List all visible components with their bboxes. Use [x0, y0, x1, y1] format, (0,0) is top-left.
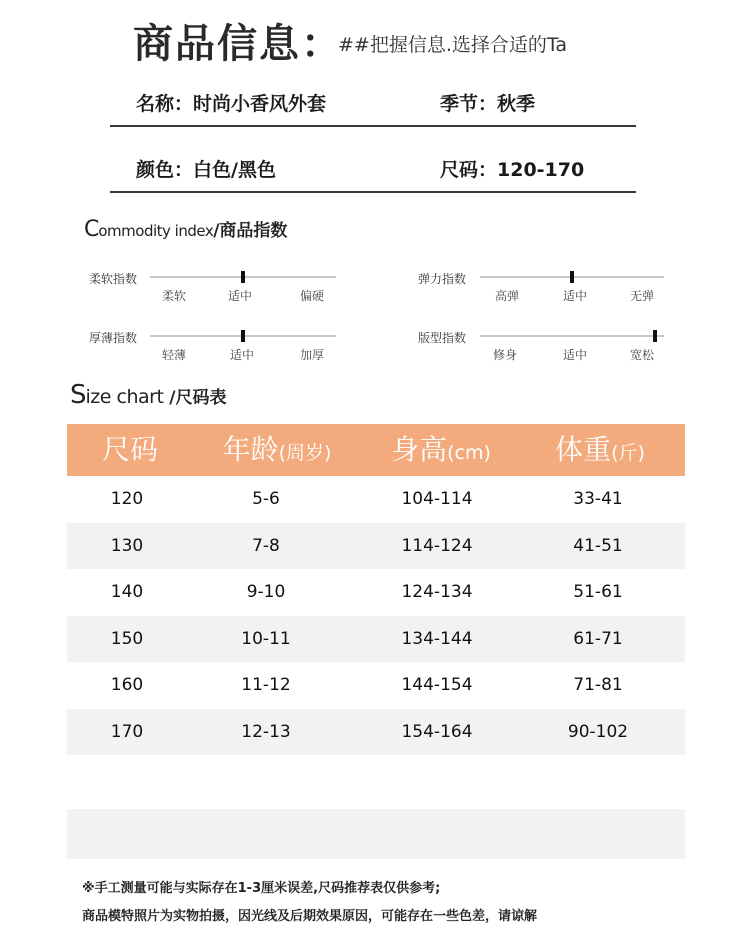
index-option: 无弹: [629, 289, 655, 303]
cell-height: 144-154: [401, 675, 473, 695]
cell-height: 154-164: [401, 721, 473, 742]
commodity-index-english: ommodity index: [98, 222, 214, 240]
size-chart-initial: S: [70, 380, 86, 410]
cell-weight: 33-41: [573, 489, 623, 509]
cell-height: 104-114: [401, 489, 473, 509]
commodity-index-initial: C: [84, 217, 99, 242]
commodity-index-heading: [84, 216, 287, 242]
cell-age: 10-11: [241, 628, 291, 649]
index-option: 高弹: [494, 289, 520, 303]
index-track: [480, 335, 664, 337]
cell-height: 114-124: [401, 535, 473, 556]
index-marker: [241, 330, 245, 342]
size-table-header: [67, 424, 685, 476]
info-divider-1: [110, 125, 636, 127]
cell-age: 12-13: [241, 721, 291, 742]
header-size: 尺码: [101, 433, 159, 466]
index-option: 轻薄: [161, 348, 187, 362]
cell-height: 124-134: [401, 582, 473, 602]
index-label: 弹力指数: [418, 272, 467, 286]
note-color-difference: 商品模特照片为实物拍摄，因光线及后期效果原因，可能存在一些色差，请谅解: [82, 909, 538, 924]
cell-weight: 90-102: [567, 721, 629, 742]
cell-weight: 61-71: [573, 628, 623, 649]
index-label: 柔软指数: [89, 272, 138, 286]
table-row: [67, 523, 685, 569]
blank-panel: [67, 809, 685, 859]
cell-age: 11-12: [241, 675, 291, 695]
index-marker: [653, 330, 657, 342]
table-row: [67, 709, 685, 755]
cell-weight: 51-61: [573, 582, 623, 602]
size-chart-chinese: /尺码表: [163, 388, 227, 408]
index-option: 适中: [227, 289, 253, 303]
cell-size: 170: [110, 721, 144, 742]
info-name: 名称：时尚小香风外套: [136, 93, 327, 115]
index-label: 版型指数: [418, 331, 467, 345]
cell-size: 130: [110, 535, 144, 556]
index-marker: [241, 271, 245, 283]
cell-size: 150: [110, 628, 144, 649]
table-row: [67, 569, 685, 615]
cell-height: 134-144: [401, 628, 473, 649]
cell-age: 7-8: [252, 535, 280, 556]
size-chart-heading: [70, 380, 227, 410]
cell-size: 120: [110, 489, 144, 509]
table-row: [67, 616, 685, 662]
index-option: 适中: [562, 289, 588, 303]
cell-size: 140: [110, 582, 144, 602]
cell-weight: 41-51: [573, 535, 623, 556]
page-title: 商品信息：: [133, 21, 343, 67]
size-chart-english: ize chart: [85, 386, 164, 408]
cell-age: 5-6: [252, 489, 280, 509]
header-age: 年龄(周岁): [222, 433, 332, 466]
info-color: 颜色：白色/黑色: [136, 159, 276, 181]
note-measurement: ※手工测量可能与实际存在1-3厘米误差,尺码推荐表仅供参考;: [82, 881, 441, 896]
index-option: 加厚: [299, 348, 325, 362]
header-height: 身高(cm): [391, 433, 491, 466]
header-weight: 体重(斤): [555, 433, 645, 466]
table-row: [67, 662, 685, 708]
cell-age: 9-10: [246, 582, 286, 602]
table-row: [67, 476, 685, 522]
index-marker: [570, 271, 574, 283]
index-option: 偏硬: [299, 289, 325, 303]
commodity-index-chinese: /商品指数: [213, 221, 288, 241]
index-option: 宽松: [629, 348, 655, 362]
cell-weight: 71-81: [573, 675, 623, 695]
info-season: 季节：秋季: [440, 93, 536, 115]
info-divider-2: [110, 191, 636, 193]
index-option: 修身: [492, 348, 518, 362]
page-subtitle: ##把握信息.选择合适的Ta: [338, 34, 567, 56]
index-label: 厚薄指数: [89, 331, 138, 345]
index-option: 适中: [229, 348, 255, 362]
cell-size: 160: [110, 675, 144, 695]
index-option: 适中: [562, 348, 588, 362]
index-option: 柔软: [161, 289, 187, 303]
info-size: 尺码：120-170: [440, 159, 585, 181]
